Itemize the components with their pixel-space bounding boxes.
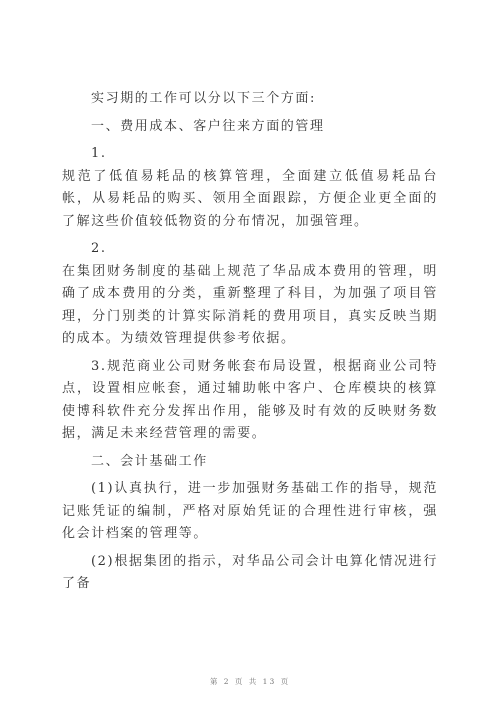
section-heading-2: 二、会计基础工作 — [91, 453, 208, 469]
subitem-paragraph-1: (1)认真执行，进一步加强财务基础工作的指导，规范记账凭证的编制，严格对原始凭证的合理性进行审核，强化会计档案的管理等。 — [62, 481, 438, 541]
item-paragraph-2: 在集团财务制度的基础上规范了华品成本费用的管理，明确了成本费用的分类，重新整理了科目，为加强了项目管理，分门别类的计算实际消耗的费用项目，真实反映当期的成本。为绩效管理提供参考依据。 — [62, 263, 438, 346]
document-body — [62, 88, 438, 596]
item-paragraph-3: 3.规范商业公司财务帐套布局设置，根据商业公司特点，设置相应帐套，通过辅助帐中客户、仓库模块的核算使博科软件充分发挥出作用，能够及时有效的反映财务数据，满足未来经营管理的需要。 — [62, 358, 438, 441]
item-number-2: 2. — [91, 241, 107, 256]
page-footer: 第 2 页 共 13 页 — [209, 677, 291, 686]
item-number-1: 1. — [91, 146, 107, 161]
section-heading-1: 一、费用成本、客户往来方面的管理 — [91, 118, 325, 134]
item-paragraph-1: 规范了低值易耗品的核算管理，全面建立低值易耗品台帐，从易耗品的购买、领用全面跟踪，方便企业更全面的了解这些价值较低物资的分布情况，加强管理。 — [62, 168, 438, 229]
subitem-paragraph-2: (2)根据集团的指示，对华品公司会计电算化情况进行了备 — [62, 553, 438, 591]
intro-paragraph: 实习期的工作可以分以下三个方面: — [91, 91, 316, 106]
